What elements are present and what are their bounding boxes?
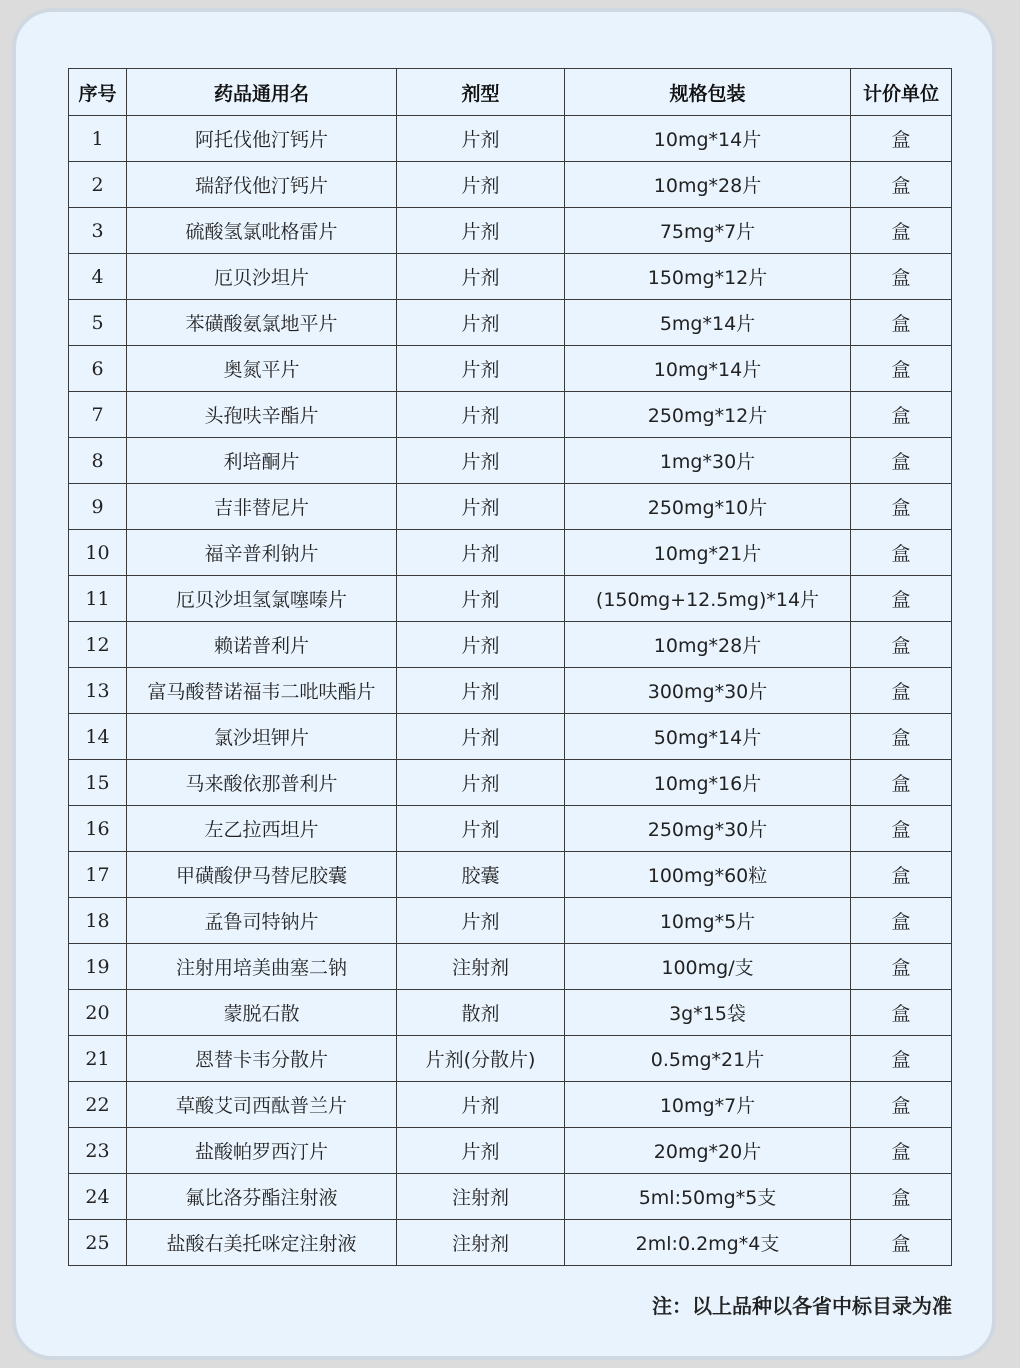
- cell-specification: 10mg*21片: [565, 530, 851, 576]
- cell-drug-name: 氯沙坦钾片: [127, 714, 397, 760]
- table-body: [69, 116, 952, 1266]
- cell-specification: 10mg*28片: [565, 162, 851, 208]
- cell-drug-name: 阿托伐他汀钙片: [127, 116, 397, 162]
- cell-seq: 15: [69, 760, 127, 806]
- cell-seq: 8: [69, 438, 127, 484]
- cell-unit: 盒: [851, 1082, 952, 1128]
- table-row: [69, 346, 952, 392]
- cell-seq: 18: [69, 898, 127, 944]
- cell-unit: 盒: [851, 576, 952, 622]
- cell-specification: 250mg*10片: [565, 484, 851, 530]
- cell-drug-name: 盐酸帕罗西汀片: [127, 1128, 397, 1174]
- cell-unit: 盒: [851, 208, 952, 254]
- table-row: [69, 392, 952, 438]
- table-row: [69, 208, 952, 254]
- cell-dosage-form: 注射剂: [397, 1174, 565, 1220]
- cell-dosage-form: 片剂: [397, 300, 565, 346]
- cell-unit: 盒: [851, 530, 952, 576]
- cell-dosage-form: 片剂: [397, 162, 565, 208]
- cell-specification: 75mg*7片: [565, 208, 851, 254]
- table-row: [69, 806, 952, 852]
- cell-drug-name: 左乙拉西坦片: [127, 806, 397, 852]
- table-header-row: [69, 69, 952, 116]
- table-row: [69, 760, 952, 806]
- cell-specification: 1mg*30片: [565, 438, 851, 484]
- cell-specification: 3g*15袋: [565, 990, 851, 1036]
- cell-drug-name: 头孢呋辛酯片: [127, 392, 397, 438]
- cell-seq: 20: [69, 990, 127, 1036]
- cell-seq: 25: [69, 1220, 127, 1266]
- cell-dosage-form: 片剂: [397, 530, 565, 576]
- cell-unit: 盒: [851, 1220, 952, 1266]
- cell-seq: 6: [69, 346, 127, 392]
- cell-seq: 16: [69, 806, 127, 852]
- cell-specification: 150mg*12片: [565, 254, 851, 300]
- cell-dosage-form: 胶囊: [397, 852, 565, 898]
- cell-seq: 7: [69, 392, 127, 438]
- cell-unit: 盒: [851, 300, 952, 346]
- cell-drug-name: 厄贝沙坦氢氯噻嗪片: [127, 576, 397, 622]
- cell-dosage-form: 片剂: [397, 116, 565, 162]
- cell-dosage-form: 片剂: [397, 392, 565, 438]
- cell-seq: 11: [69, 576, 127, 622]
- cell-seq: 21: [69, 1036, 127, 1082]
- cell-dosage-form: 片剂: [397, 346, 565, 392]
- cell-dosage-form: 片剂: [397, 760, 565, 806]
- cell-seq: 13: [69, 668, 127, 714]
- cell-specification: 10mg*5片: [565, 898, 851, 944]
- footnote: 注：以上品种以各省中标目录为准: [652, 1294, 952, 1318]
- cell-unit: 盒: [851, 852, 952, 898]
- table-row: [69, 714, 952, 760]
- cell-unit: 盒: [851, 760, 952, 806]
- cell-unit: 盒: [851, 898, 952, 944]
- cell-specification: 10mg*16片: [565, 760, 851, 806]
- table-row: [69, 162, 952, 208]
- cell-seq: 23: [69, 1128, 127, 1174]
- cell-drug-name: 孟鲁司特钠片: [127, 898, 397, 944]
- cell-specification: 10mg*14片: [565, 346, 851, 392]
- table-row: [69, 438, 952, 484]
- cell-seq: 4: [69, 254, 127, 300]
- drug-list-table: [68, 68, 952, 1266]
- table-row: [69, 1128, 952, 1174]
- cell-unit: 盒: [851, 622, 952, 668]
- cell-seq: 24: [69, 1174, 127, 1220]
- cell-drug-name: 厄贝沙坦片: [127, 254, 397, 300]
- table-row: [69, 1174, 952, 1220]
- cell-specification: 0.5mg*21片: [565, 1036, 851, 1082]
- cell-unit: 盒: [851, 1174, 952, 1220]
- header-seq: 序号: [69, 69, 127, 116]
- cell-seq: 9: [69, 484, 127, 530]
- header-drug-name: 药品通用名: [127, 69, 397, 116]
- cell-unit: 盒: [851, 944, 952, 990]
- cell-dosage-form: 片剂: [397, 806, 565, 852]
- cell-unit: 盒: [851, 714, 952, 760]
- table-row: [69, 622, 952, 668]
- cell-drug-name: 草酸艾司西酞普兰片: [127, 1082, 397, 1128]
- cell-specification: (150mg+12.5mg)*14片: [565, 576, 851, 622]
- cell-drug-name: 氟比洛芬酯注射液: [127, 1174, 397, 1220]
- cell-unit: 盒: [851, 438, 952, 484]
- cell-drug-name: 恩替卡韦分散片: [127, 1036, 397, 1082]
- cell-unit: 盒: [851, 254, 952, 300]
- header-dosage-form: 剂型: [397, 69, 565, 116]
- cell-dosage-form: 注射剂: [397, 944, 565, 990]
- cell-dosage-form: 片剂: [397, 438, 565, 484]
- cell-specification: 50mg*14片: [565, 714, 851, 760]
- cell-unit: 盒: [851, 806, 952, 852]
- cell-drug-name: 富马酸替诺福韦二吡呋酯片: [127, 668, 397, 714]
- table-row: [69, 300, 952, 346]
- cell-unit: 盒: [851, 990, 952, 1036]
- cell-seq: 22: [69, 1082, 127, 1128]
- cell-dosage-form: 片剂: [397, 484, 565, 530]
- cell-dosage-form: 片剂: [397, 576, 565, 622]
- cell-unit: 盒: [851, 346, 952, 392]
- table-row: [69, 1220, 952, 1266]
- cell-drug-name: 奥氮平片: [127, 346, 397, 392]
- table-row: [69, 1082, 952, 1128]
- cell-seq: 1: [69, 116, 127, 162]
- cell-drug-name: 马来酸依那普利片: [127, 760, 397, 806]
- table-row: [69, 116, 952, 162]
- cell-specification: 250mg*30片: [565, 806, 851, 852]
- cell-drug-name: 苯磺酸氨氯地平片: [127, 300, 397, 346]
- cell-dosage-form: 片剂(分散片): [397, 1036, 565, 1082]
- cell-specification: 5mg*14片: [565, 300, 851, 346]
- cell-specification: 2ml:0.2mg*4支: [565, 1220, 851, 1266]
- cell-unit: 盒: [851, 1036, 952, 1082]
- cell-specification: 250mg*12片: [565, 392, 851, 438]
- cell-specification: 10mg*14片: [565, 116, 851, 162]
- cell-dosage-form: 片剂: [397, 208, 565, 254]
- cell-seq: 17: [69, 852, 127, 898]
- cell-dosage-form: 片剂: [397, 1082, 565, 1128]
- cell-dosage-form: 片剂: [397, 1128, 565, 1174]
- cell-specification: 10mg*28片: [565, 622, 851, 668]
- cell-dosage-form: 片剂: [397, 254, 565, 300]
- cell-drug-name: 吉非替尼片: [127, 484, 397, 530]
- cell-drug-name: 福辛普利钠片: [127, 530, 397, 576]
- table-row: [69, 576, 952, 622]
- cell-drug-name: 甲磺酸伊马替尼胶囊: [127, 852, 397, 898]
- cell-specification: 20mg*20片: [565, 1128, 851, 1174]
- cell-drug-name: 瑞舒伐他汀钙片: [127, 162, 397, 208]
- cell-dosage-form: 片剂: [397, 898, 565, 944]
- cell-seq: 19: [69, 944, 127, 990]
- cell-specification: 100mg/支: [565, 944, 851, 990]
- header-specification: 规格包装: [565, 69, 851, 116]
- cell-unit: 盒: [851, 392, 952, 438]
- cell-drug-name: 注射用培美曲塞二钠: [127, 944, 397, 990]
- cell-specification: 100mg*60粒: [565, 852, 851, 898]
- table-row: [69, 944, 952, 990]
- table-row: [69, 990, 952, 1036]
- cell-seq: 14: [69, 714, 127, 760]
- cell-dosage-form: 片剂: [397, 714, 565, 760]
- table-row: [69, 484, 952, 530]
- table-row: [69, 1036, 952, 1082]
- cell-specification: 300mg*30片: [565, 668, 851, 714]
- cell-unit: 盒: [851, 116, 952, 162]
- cell-specification: 5ml:50mg*5支: [565, 1174, 851, 1220]
- cell-seq: 5: [69, 300, 127, 346]
- cell-seq: 2: [69, 162, 127, 208]
- cell-specification: 10mg*7片: [565, 1082, 851, 1128]
- cell-drug-name: 蒙脱石散: [127, 990, 397, 1036]
- cell-drug-name: 硫酸氢氯吡格雷片: [127, 208, 397, 254]
- cell-dosage-form: 片剂: [397, 668, 565, 714]
- cell-seq: 12: [69, 622, 127, 668]
- cell-dosage-form: 散剂: [397, 990, 565, 1036]
- cell-seq: 10: [69, 530, 127, 576]
- cell-unit: 盒: [851, 484, 952, 530]
- cell-seq: 3: [69, 208, 127, 254]
- cell-drug-name: 盐酸右美托咪定注射液: [127, 1220, 397, 1266]
- cell-unit: 盒: [851, 162, 952, 208]
- cell-unit: 盒: [851, 1128, 952, 1174]
- table-row: [69, 254, 952, 300]
- table-row: [69, 668, 952, 714]
- cell-drug-name: 赖诺普利片: [127, 622, 397, 668]
- table-row: [69, 852, 952, 898]
- header-unit: 计价单位: [851, 69, 952, 116]
- table-row: [69, 898, 952, 944]
- cell-dosage-form: 片剂: [397, 622, 565, 668]
- cell-unit: 盒: [851, 668, 952, 714]
- cell-drug-name: 利培酮片: [127, 438, 397, 484]
- table-row: [69, 530, 952, 576]
- cell-dosage-form: 注射剂: [397, 1220, 565, 1266]
